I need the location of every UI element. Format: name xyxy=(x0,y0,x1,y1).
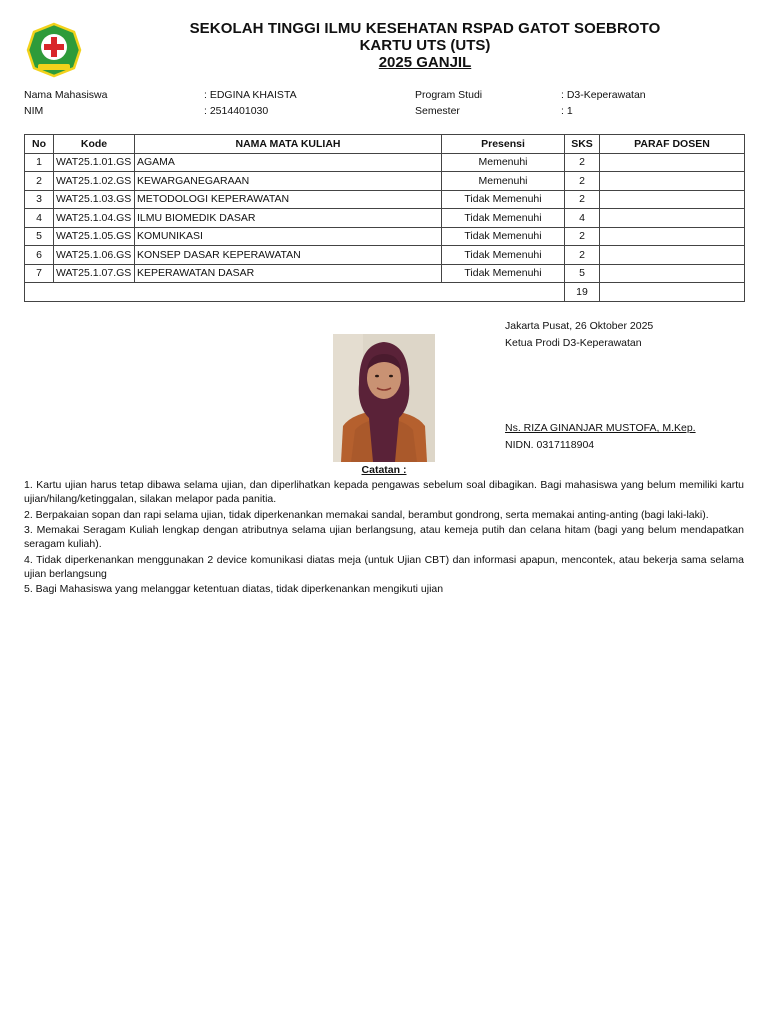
cell-kode: WAT25.1.03.GS xyxy=(54,190,135,209)
header-no: No xyxy=(25,135,54,154)
note-item: 1. Kartu ujian harus tetap dibawa selama ujian, dan diperlihatkan kepada pengawas sebelum soal dibagikan. Bagi mahasiswa yang belum memiliki kartu ujian/hilang/ketinggalan, silakan melapor pada panitia. xyxy=(24,479,744,505)
institution-name: SEKOLAH TINGGI ILMU KESEHATAN RSPAD GATOT SOEBROTO xyxy=(189,20,661,37)
header-paraf: PARAF DOSEN xyxy=(600,135,745,154)
signature-block xyxy=(505,318,696,454)
cell-presensi: Tidak Memenuhi xyxy=(442,209,565,228)
cell-no: 6 xyxy=(25,246,54,265)
cell-kode: WAT25.1.02.GS xyxy=(54,172,135,191)
note-item: 4. Tidak diperkenankan menggunakan 2 device komunikasi diatas meja (untuk Ujian CBT) dan informasi apapun, mencontek, atau bekerja sama selama ujian berlangsung xyxy=(24,553,744,580)
cell-no: 4 xyxy=(25,209,54,228)
total-spacer xyxy=(25,283,565,302)
student-photo xyxy=(333,334,435,462)
cell-kode: WAT25.1.06.GS xyxy=(54,246,135,265)
student-info-values-left xyxy=(204,87,297,119)
student-info-labels-right xyxy=(415,87,482,119)
table-header-row xyxy=(25,135,745,154)
course-table xyxy=(24,134,745,302)
total-paraf xyxy=(600,283,745,302)
note-item: 2. Berpakaian sopan dan rapi selama ujian, tidak diperkenankan memakai sandal, berambut gondrong, serta memakai anting-anting (bagi laki-laki). xyxy=(24,508,709,521)
cell-paraf xyxy=(600,264,745,283)
notes-list xyxy=(24,478,744,598)
student-info-labels-left xyxy=(24,87,107,119)
table-row xyxy=(25,246,745,265)
table-row xyxy=(25,190,745,209)
signature-name: Ns. RIZA GINANJAR MUSTOFA, M.Kep. xyxy=(505,422,696,434)
header-nama: NAMA MATA KULIAH xyxy=(135,135,442,154)
cell-no: 1 xyxy=(25,153,54,172)
program-label: Program Studi xyxy=(415,89,483,101)
cell-kode: WAT25.1.05.GS xyxy=(54,227,135,246)
note-item: 5. Bagi Mahasiswa yang melanggar ketentuan diatas, tidak diperkenankan mengikuti ujian xyxy=(24,583,444,595)
cell-nama: METODOLOGI KEPERAWATAN xyxy=(135,190,442,209)
name-label: Nama Mahasiswa xyxy=(24,89,108,101)
cell-kode: WAT25.1.04.GS xyxy=(54,209,135,228)
nim-value: : 2514401030 xyxy=(204,105,269,117)
table-total-row xyxy=(25,283,745,302)
card-title: KARTU UTS (UTS) xyxy=(359,37,491,54)
cell-no: 5 xyxy=(25,227,54,246)
cell-no: 3 xyxy=(25,190,54,209)
document-header xyxy=(100,20,750,72)
semester-label: Semester xyxy=(415,105,460,117)
cell-sks: 4 xyxy=(565,209,600,228)
cell-no: 2 xyxy=(25,172,54,191)
header-presensi: Presensi xyxy=(442,135,565,154)
cell-presensi: Tidak Memenuhi xyxy=(442,246,565,265)
table-row xyxy=(25,153,745,172)
header-sks: SKS xyxy=(565,135,600,154)
cell-nama: KEWARGANEGARAAN xyxy=(135,172,442,191)
note-item: 3. Memakai Seragam Kuliah lengkap dengan atributnya selama ujian berlangsung, atau kemeja putih dan celana hitam (bagi yang belum mendapatkan seragam kuliah). xyxy=(24,524,744,550)
cell-paraf xyxy=(600,153,745,172)
cell-nama: KEPERAWATAN DASAR xyxy=(135,264,442,283)
cell-nama: KOMUNIKASI xyxy=(135,227,442,246)
cell-sks: 2 xyxy=(565,227,600,246)
cell-nama: ILMU BIOMEDIK DASAR xyxy=(135,209,442,228)
table-row xyxy=(25,227,745,246)
cell-presensi: Tidak Memenuhi xyxy=(442,264,565,283)
cell-kode: WAT25.1.07.GS xyxy=(54,264,135,283)
exam-period: 2025 GANJIL xyxy=(378,54,472,71)
cell-paraf xyxy=(600,246,745,265)
cell-sks: 2 xyxy=(565,190,600,209)
cell-sks: 5 xyxy=(565,264,600,283)
cell-nama: KONSEP DASAR KEPERAWATAN xyxy=(135,246,442,265)
cell-nama: AGAMA xyxy=(135,153,442,172)
notes-title: Catatan : xyxy=(361,464,407,476)
cell-presensi: Tidak Memenuhi xyxy=(442,190,565,209)
cell-presensi: Memenuhi xyxy=(442,153,565,172)
cell-paraf xyxy=(600,227,745,246)
cell-sks: 2 xyxy=(565,153,600,172)
table-row xyxy=(25,172,745,191)
cell-sks: 2 xyxy=(565,172,600,191)
cell-paraf xyxy=(600,172,745,191)
signature-place-date: Jakarta Pusat, 26 Oktober 2025 xyxy=(505,320,654,332)
semester-value: : 1 xyxy=(561,105,573,117)
institution-logo xyxy=(26,22,82,78)
program-value: : D3-Keperawatan xyxy=(561,89,646,101)
table-row xyxy=(25,209,745,228)
signature-nidn: NIDN. 0317118904 xyxy=(505,439,595,451)
cell-presensi: Tidak Memenuhi xyxy=(442,227,565,246)
signature-role: Ketua Prodi D3-Keperawatan xyxy=(505,337,642,349)
nim-label: NIM xyxy=(24,105,44,117)
cell-paraf xyxy=(600,209,745,228)
table-row xyxy=(25,264,745,283)
header-kode: Kode xyxy=(54,135,135,154)
student-info-values-right xyxy=(561,87,646,119)
total-sks: 19 xyxy=(565,283,600,302)
cell-sks: 2 xyxy=(565,246,600,265)
cell-no: 7 xyxy=(25,264,54,283)
cell-paraf xyxy=(600,190,745,209)
cell-kode: WAT25.1.01.GS xyxy=(54,153,135,172)
cell-presensi: Memenuhi xyxy=(442,172,565,191)
name-value: : EDGINA KHAISTA xyxy=(204,89,297,101)
